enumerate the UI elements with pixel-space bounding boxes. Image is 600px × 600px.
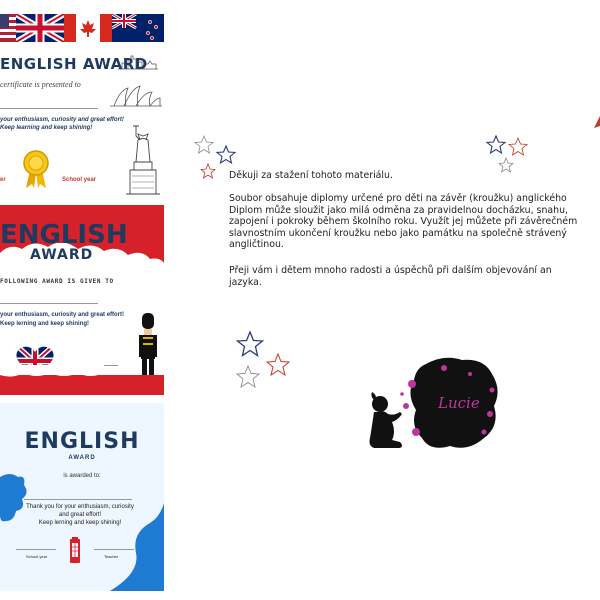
message-line-1: your enthusiasm, curiosity and great effort!: [0, 117, 124, 123]
certificate-awarded-to: is awarded to:: [63, 473, 101, 479]
certificate-preview-2: [0, 205, 164, 395]
description-line-1: Soubor obsahuje diplomy určené pro děti na závěr (kroužku) anglického: [229, 193, 567, 204]
school-year-label: School year: [62, 177, 97, 183]
certificate-preview-1: [0, 0, 164, 200]
certificate-award-label: AWARD: [30, 247, 94, 263]
cloud-shape-bottom: [0, 365, 164, 379]
description-paragraph: [229, 193, 600, 251]
certificate-message: [0, 311, 125, 329]
description-line-2: Diplom může sloužit jako milá odměna za pravidelnou docházku, snahu,: [229, 204, 568, 216]
message-line-2: Keep lerning and keep shining!: [0, 321, 90, 327]
usa-flag-icon: [0, 14, 16, 42]
gold-medal-icon: [22, 150, 50, 190]
message-line-2: Keep learning and keep shining!: [0, 125, 93, 131]
thanks-text: Děkuji za stažení tohoto materiálu.: [229, 170, 393, 181]
flag-strip: [0, 14, 164, 42]
message-line-3: Keep lerning and keep shining!: [38, 520, 122, 526]
uk-flag-icon: [16, 14, 64, 42]
author-logo-icon: [366, 354, 504, 454]
message-line-2: and great effort!: [58, 512, 102, 518]
school-year-label: School year: [26, 554, 48, 559]
red-accent-icon: [590, 116, 600, 130]
description-line-4: slavnostním ukončení kroužku nebo jako památku na společně strávený: [229, 227, 567, 239]
stars-cluster-bottom-icon: [228, 330, 294, 392]
stars-cluster-top-right-icon: [484, 132, 534, 180]
opera-house-sketch-icon: [110, 82, 162, 108]
canada-flag-icon: [64, 14, 112, 42]
description-line-3: zapojení i pokroky během školního roku. Využít jej můžete při závěrečném: [229, 216, 578, 227]
certificate-title: ENGLISH AWARD: [0, 55, 148, 73]
certificate-message: [0, 116, 130, 132]
stars-cluster-top-left-icon: [190, 134, 240, 182]
certificate-title: ENGLISH: [24, 429, 140, 454]
message-line-1: your enthusiasm, curiosity and great effort!: [0, 312, 125, 318]
description-line-5: angličtinou.: [229, 239, 284, 250]
signature-text: Lucie: [438, 394, 480, 412]
wishes-paragraph: [229, 265, 600, 288]
teacher-label: Teacher: [104, 554, 119, 559]
certificate-subtitle: certificate is presented to: [0, 80, 81, 89]
wishes-line-2: jazyka.: [229, 276, 262, 288]
statue-of-liberty-sketch-icon: [126, 124, 160, 196]
message-line-1: Thank you for your enthusiasm, curiosity: [26, 504, 134, 510]
australia-flag-icon: [112, 14, 164, 42]
blue-wave-shape: [100, 503, 164, 591]
recipient-name-line: [0, 108, 98, 109]
certificate-preview-3: [0, 403, 164, 591]
recipient-name-line: [0, 303, 98, 304]
recipient-name-line: [24, 499, 132, 500]
wishes-line-1: Přeji vám i dětem mnoho radosti a úspěchů při dalším objevování an: [229, 265, 552, 276]
certificate-award-label: AWARD: [68, 455, 96, 461]
phone-box-icon: [70, 537, 80, 563]
certificate-title: ENGLISH: [0, 220, 128, 250]
certificate-given-to: FOLLOWING AWARD IS GIVEN TO: [0, 278, 114, 285]
signature-line-left: [16, 549, 56, 550]
signature-label-left: er: [0, 177, 6, 183]
